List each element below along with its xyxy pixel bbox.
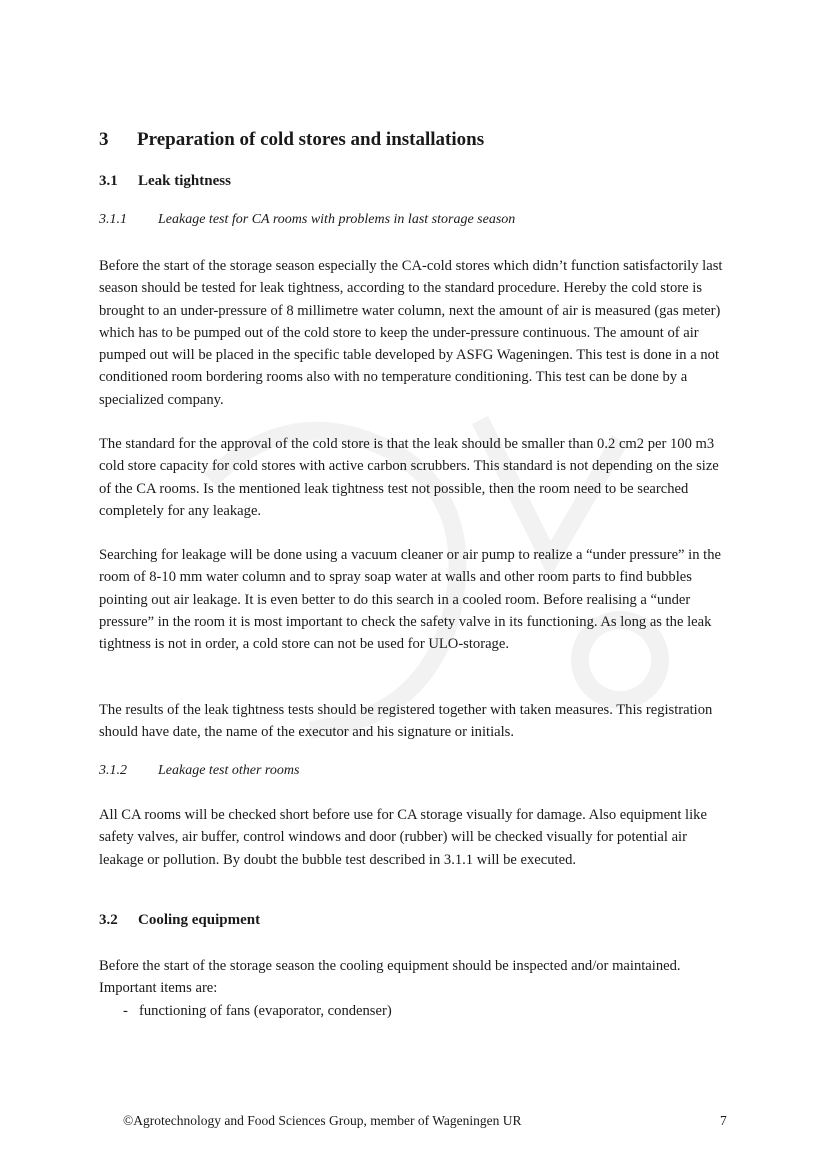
paragraph-leak-test-procedure: Before the start of the storage season especially the CA-cold stores which didn’t function satisfactorily last season should be tested for leak tightness, according to the standard procedure. Hereby the cold store is brought to an under-pressure of 8 millimetre water column, next the amount of air is measured (gas meter) which has to be pumped out of the cold store to keep the under-pressure continuous. The amount of air pumped out will be placed in the specific table developed by ASFG Wageningen. This test is done in a not conditioned room bordering rooms also with no temperature conditioning. This test can be done by a specialized company.	[99, 258, 723, 408]
section-title: Preparation of cold stores and installations	[137, 129, 485, 150]
paragraph-searching-leakage: Searching for leakage will be done using a vacuum cleaner or air pump to realize a “under pressure” in the room of 8-10 mm water column and to spray soap water at walls and other room parts to find bubbles pointing out air leakage. It is even better to do this search in a cooled room. Before realising a “under pressure” in the room it is most important to check the safety valve in its functioning. As long as the leak tightness is not in order, a cold store can not be used for ULO-storage.	[99, 547, 722, 653]
subsubsection-number: 3.1.1	[99, 212, 127, 227]
list-item	[123, 1000, 392, 1022]
page-number: 7	[720, 1113, 727, 1128]
subsection-title: Cooling equipment	[138, 912, 261, 928]
bullet-marker: -	[123, 1003, 128, 1019]
section-number: 3	[99, 129, 109, 150]
subsubsection-heading-312	[99, 763, 299, 779]
paragraph-cooling-intro: Before the start of the storage season the cooling equipment should be inspected and/or maintained. Important items are:	[99, 958, 681, 997]
paragraph-approval-standard: The standard for the approval of the cold store is that the leak should be smaller than 0.2 cm2 per 100 m3 cold store capacity for cold stores with active carbon scrubbers. This standard is not depending on the size of the CA rooms. Is the mentioned leak tightness test not possible, then the room need to be searched completely for any leakage.	[99, 436, 719, 519]
paragraph-results-registration: The results of the leak tightness tests should be registered together with taken measures. This registration should have date, the name of the executor and his signature or initials.	[99, 702, 713, 741]
subsubsection-heading-311	[99, 212, 515, 228]
subsection-number: 3.2	[99, 912, 118, 928]
subsubsection-number: 3.1.2	[99, 763, 127, 778]
list-item-text: functioning of fans (evaporator, condenser)	[139, 1003, 392, 1019]
subsection-heading-cooling-equipment	[99, 912, 260, 929]
paragraph-other-rooms: All CA rooms will be checked short before use for CA storage visually for damage. Also equipment like safety valves, air buffer, control windows and door (rubber) will be checked visually for potential air leakage or pollution. By doubt the bubble test described in 3.1.1 will be executed.	[99, 807, 707, 868]
subsubsection-title: Leakage test other rooms	[158, 763, 300, 778]
subsection-title: Leak tightness	[138, 173, 231, 189]
footer-copyright: ©Agrotechnology and Food Sciences Group, member of Wageningen UR	[123, 1113, 522, 1128]
subsubsection-title: Leakage test for CA rooms with problems in last storage season	[158, 212, 516, 227]
subsection-number: 3.1	[99, 173, 118, 189]
subsection-heading-leak-tightness	[99, 173, 231, 190]
section-heading	[99, 129, 484, 151]
